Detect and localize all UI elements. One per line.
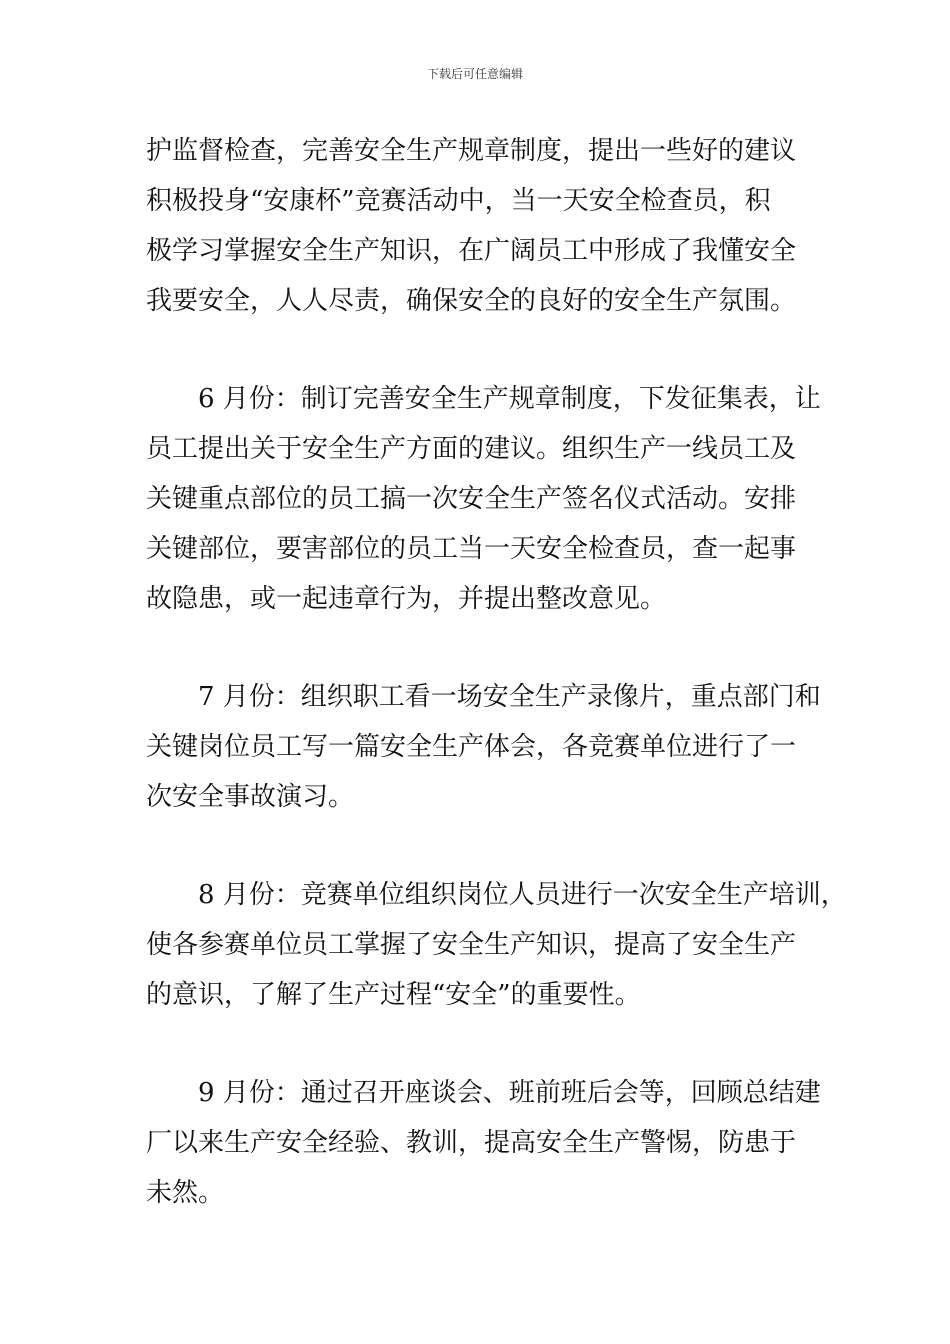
paragraph-september [146, 1068, 821, 1218]
paragraph-line: 9 月份：通过召开座谈会、班前班后会等，回顾总结建 [198, 1078, 821, 1108]
paragraph-line: 护监督检查，完善安全生产规章制度，提出一些好的建议 [146, 136, 797, 166]
paragraph-june [146, 374, 821, 624]
paragraph-gap [146, 1020, 814, 1068]
paragraph-line: 厂以来生产安全经验、教训，提高安全生产警惕，防患于 [146, 1128, 797, 1158]
paragraph-line: 员工提出关于安全生产方面的建议。组织生产一线员工及 [146, 434, 797, 464]
paragraph-line: 次安全事故演习。 [146, 782, 355, 812]
paragraph-line: 7 月份：组织职工看一场安全生产录像片，重点部门和 [198, 682, 821, 712]
paragraph-line: 8 月份：竞赛单位组织岗位人员进行一次安全生产培训， [198, 880, 847, 910]
paragraph-line: 积极投身“安康杯”竞赛活动中，当一天安全检查员，积 [146, 186, 771, 216]
document-body [146, 126, 847, 1218]
paragraph-line: 故隐患，或一起违章行为，并提出整改意见。 [146, 584, 667, 614]
paragraph-august [146, 870, 847, 1020]
paragraph-line: 未然。 [146, 1178, 225, 1208]
paragraph-line: 关键重点部位的员工搞一次安全生产签名仪式活动。安排 [146, 484, 797, 514]
paragraph-gap [146, 822, 814, 870]
paragraph-line: 使各参赛单位员工掌握了安全生产知识，提高了安全生产 [146, 930, 797, 960]
page-header: 下载后可任意编辑 [426, 67, 523, 81]
paragraph-gap [146, 624, 814, 672]
paragraph-line: 我要安全，人人尽责，确保安全的良好的安全生产氛围。 [146, 286, 797, 316]
paragraph-line: 的意识，了解了生产过程“安全”的重要性。 [146, 980, 641, 1010]
paragraph-line: 关键岗位员工写一篇安全生产体会，各竞赛单位进行了一 [146, 732, 797, 762]
paragraph-july [146, 672, 821, 822]
paragraph-intro [146, 126, 814, 326]
paragraph-gap [146, 326, 814, 374]
paragraph-line: 关键部位，要害部位的员工当一天安全检查员，查一起事 [146, 534, 797, 564]
paragraph-line: 极学习掌握安全生产知识，在广阔员工中形成了我懂安全 [146, 236, 797, 266]
paragraph-line: 6 月份：制订完善安全生产规章制度，下发征集表，让 [198, 384, 821, 414]
